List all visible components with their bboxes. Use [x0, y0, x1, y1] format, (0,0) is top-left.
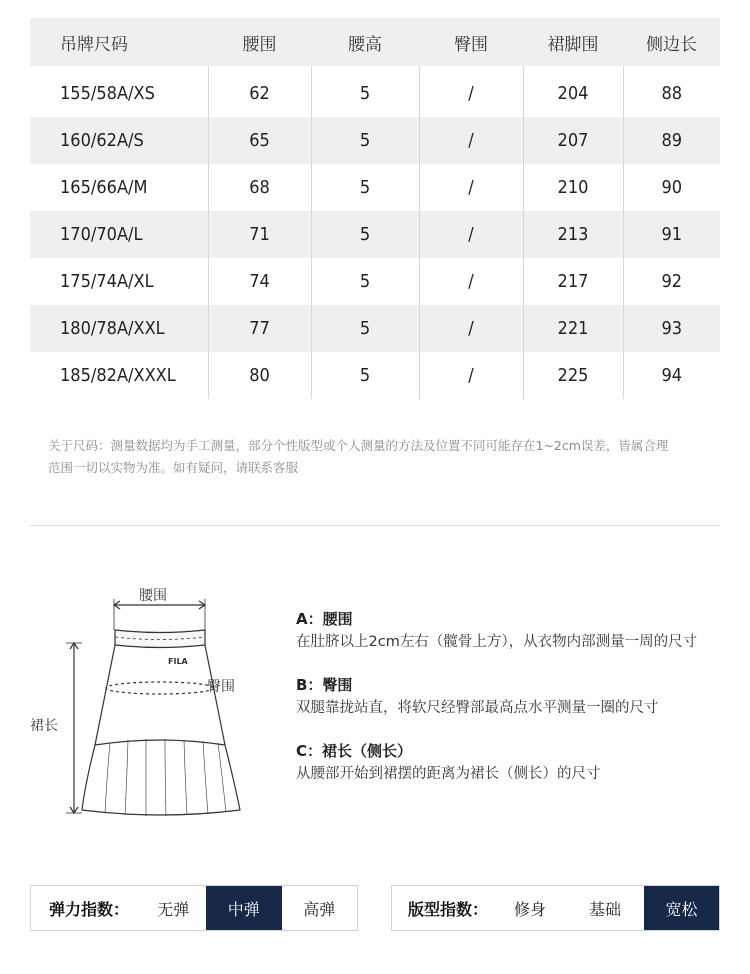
cell-hip: / — [419, 211, 523, 258]
fit-index — [391, 885, 720, 931]
skirt-measure-diagram — [0, 575, 260, 825]
cell-size: 165/66A/M — [60, 177, 148, 198]
cell-waist-height: 5 — [311, 66, 419, 117]
elasticity-option-medium: 中弹 — [206, 886, 282, 930]
cell-hip: / — [419, 305, 523, 352]
measure-item-hip — [296, 674, 736, 720]
cell-waist-height: 5 — [311, 352, 419, 399]
elasticity-index — [30, 885, 358, 931]
cell-hem: 217 — [523, 258, 623, 305]
table-row — [30, 305, 720, 352]
cell-waist: 71 — [208, 211, 311, 258]
cell-waist: 65 — [208, 117, 311, 164]
cell-side-length: 89 — [623, 117, 720, 164]
cell-hip: / — [419, 352, 523, 399]
hip-label: 臀围 — [207, 679, 235, 695]
size-note — [48, 435, 728, 479]
cell-waist: 74 — [208, 258, 311, 305]
table-row — [30, 352, 720, 399]
cell-waist: 62 — [208, 66, 311, 117]
header-hem: 裙脚围 — [523, 18, 623, 66]
cell-size: 160/62A/S — [30, 117, 208, 164]
cell-waist-height: 5 — [311, 117, 419, 164]
elasticity-option-none: 无弹 — [157, 899, 190, 919]
cell-waist: 77 — [208, 305, 311, 352]
cell-waist: 80 — [208, 352, 311, 399]
header-side-length: 侧边长 — [623, 18, 720, 66]
cell-hem: 210 — [523, 164, 623, 211]
fit-title: 版型指数： — [408, 899, 489, 919]
hip-ellipse — [106, 682, 214, 694]
table-row — [30, 211, 720, 258]
elasticity-title: 弹力指数： — [49, 899, 130, 919]
length-label: 裙长 — [30, 718, 58, 734]
cell-hip: / — [419, 258, 523, 305]
cell-hip: / — [419, 164, 523, 211]
cell-size: 185/82A/XXXL — [60, 365, 176, 386]
fit-option-loose: 宽松 — [644, 886, 719, 930]
header-waist: 腰围 — [208, 18, 311, 66]
size-table-header — [30, 18, 720, 66]
fit-option-regular: 基础 — [588, 899, 621, 919]
cell-hem: 204 — [523, 66, 623, 117]
fit-option-slim: 修身 — [513, 899, 546, 919]
measure-title: A：腰围 — [296, 610, 353, 628]
cell-hem: 221 — [523, 305, 623, 352]
skirt-illustration — [0, 575, 260, 825]
measure-desc: 在肚脐以上2cm左右（髋骨上方），从衣物内部测量一周的尺寸 — [296, 634, 698, 650]
header-waist-height: 腰高 — [311, 18, 419, 66]
cell-hem: 213 — [523, 211, 623, 258]
table-row — [30, 164, 720, 211]
cell-hem: 225 — [523, 352, 623, 399]
measure-desc: 双腿靠拢站直，将软尺经臀部最高点水平测量一圈的尺寸 — [296, 700, 659, 716]
cell-side-length: 92 — [623, 258, 720, 305]
measure-title: B：臀围 — [296, 676, 353, 694]
cell-size: 170/70A/L — [30, 211, 208, 258]
cell-side-length: 93 — [623, 305, 720, 352]
cell-waist-height: 5 — [311, 211, 419, 258]
cell-waist-height: 5 — [311, 258, 419, 305]
measure-item-waist — [296, 608, 736, 654]
table-row — [30, 258, 720, 305]
cell-side-length: 88 — [623, 66, 720, 117]
cell-hip: / — [419, 117, 523, 164]
cell-waist-height: 5 — [311, 164, 419, 211]
cell-side-length: 94 — [623, 352, 720, 399]
table-row — [30, 66, 720, 117]
table-row — [30, 117, 720, 164]
size-note-line-1: 关于尺码：测量数据均为手工测量，部分个性版型或个人测量的方法及位置不同可能存在1~2cm误差，皆属合理 — [48, 438, 669, 453]
size-table — [30, 18, 720, 399]
size-note-line-2: 范围一切以实物为准。如有疑问，请联系客服 — [48, 460, 299, 475]
header-tag-size: 吊牌尺码 — [30, 18, 208, 66]
section-divider — [30, 525, 720, 526]
cell-size: 155/58A/XS — [60, 83, 155, 104]
cell-waist-height: 5 — [311, 305, 419, 352]
cell-size: 180/78A/XXL — [30, 305, 208, 352]
waist-label: 腰围 — [139, 588, 167, 604]
cell-side-length: 90 — [623, 164, 720, 211]
cell-hem: 207 — [523, 117, 623, 164]
cell-side-length: 91 — [623, 211, 720, 258]
elasticity-option-high: 高弹 — [303, 899, 336, 919]
measure-desc: 从腰部开始到裙摆的距离为裙长（侧长）的尺寸 — [296, 766, 601, 782]
measure-title: C：裙长（侧长） — [296, 742, 413, 760]
header-hip: 臀围 — [419, 18, 523, 66]
measure-explanations — [296, 608, 736, 806]
cell-size: 175/74A/XL — [60, 271, 154, 292]
cell-waist: 68 — [208, 164, 311, 211]
measure-item-length — [296, 740, 736, 786]
cell-hip: / — [419, 66, 523, 117]
brand-logo: FILA — [168, 657, 188, 666]
